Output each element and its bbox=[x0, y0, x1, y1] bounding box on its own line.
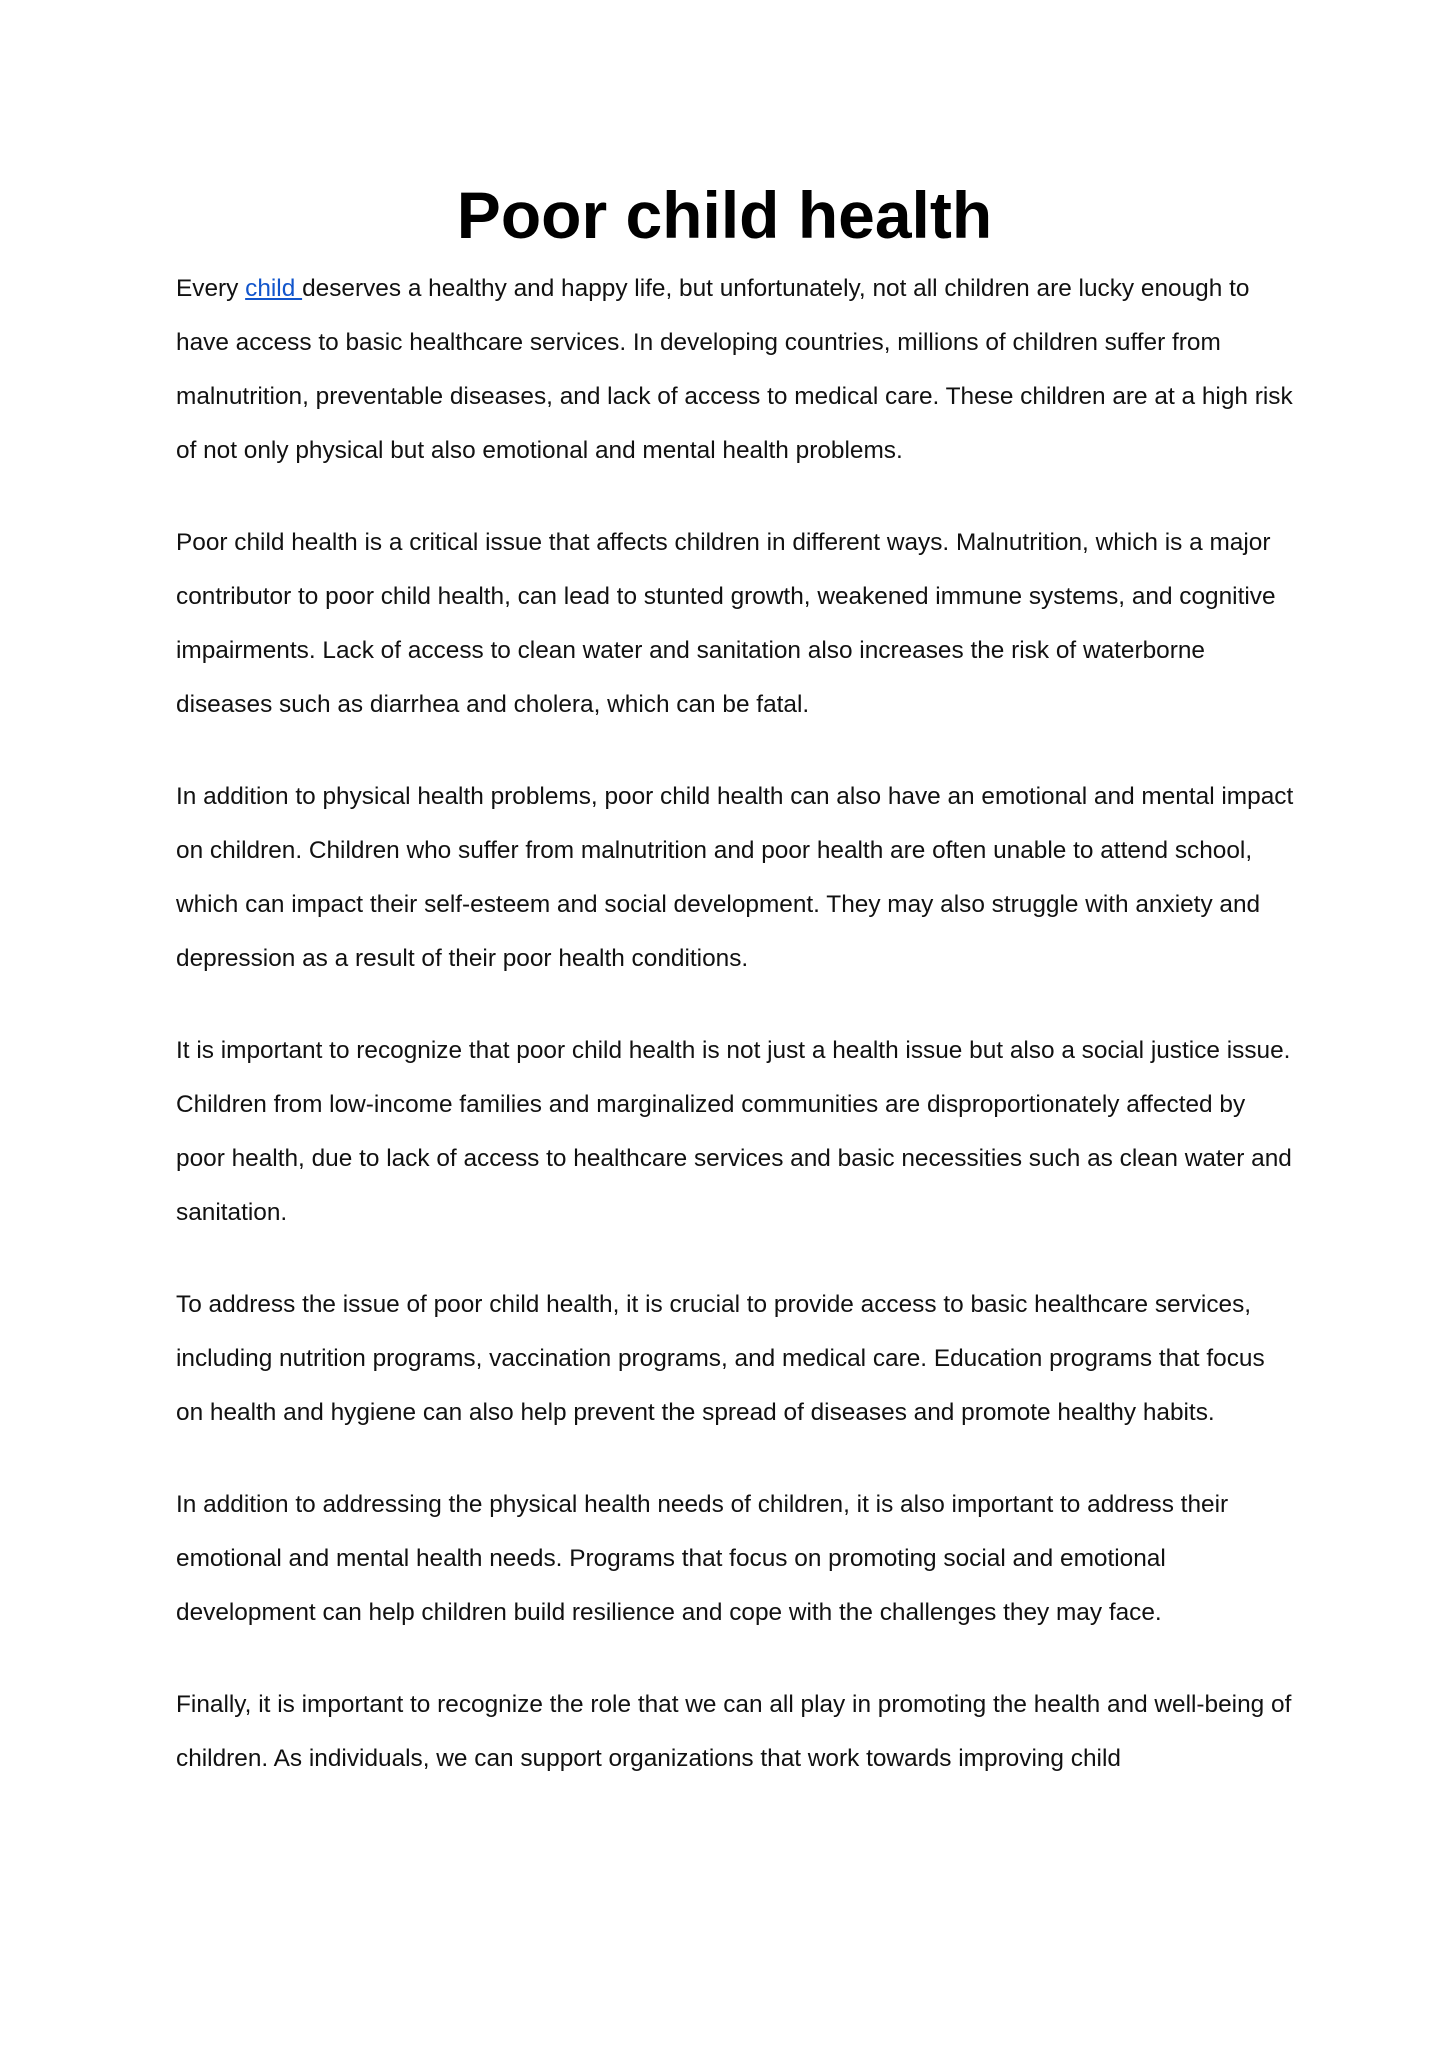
paragraph-text: In addition to physical health problems, poor child health can also have an emotional and mental impact on children. Children who suffer from malnutrition and poor health are often unable to attend school, which can impact their self-esteem and social development. They may also struggle with anxiety and depression as a result of their poor health conditions. bbox=[176, 783, 1294, 972]
paragraph-3 bbox=[176, 770, 1296, 986]
paragraph-text: It is important to recognize that poor child health is not just a health issue but also a social justice issue. Children from low-income families and marginalized communities are disproportionately affected by poor health, due to lack of access to healthcare services and basic necessities such as clean water and sanitation. bbox=[176, 1037, 1292, 1226]
child-link[interactable]: child bbox=[245, 275, 303, 302]
paragraph-4 bbox=[176, 1024, 1296, 1240]
paragraph-1 bbox=[176, 262, 1296, 478]
paragraph-5 bbox=[176, 1278, 1296, 1440]
paragraph-text: Every bbox=[176, 275, 246, 302]
paragraph-text: In addition to addressing the physical health needs of children, it is also important to address their emotional and mental health needs. Programs that focus on promoting social and emotional development can help children build resilience and cope with the challenges they may face. bbox=[176, 1491, 1229, 1626]
paragraph-7 bbox=[176, 1678, 1296, 1786]
paragraph-text: Finally, it is important to recognize the role that we can all play in promoting the health and well-being of children. As individuals, we can support organizations that work towards improving child bbox=[176, 1691, 1292, 1772]
paragraph-text: deserves a healthy and happy life, but unfortunately, not all children are lucky enough to have access to basic healthcare services. In developing countries, millions of children suffer from malnutrition, preventable diseases, and lack of access to medical care. These children are at a high risk of not only physical but also emotional and mental health problems. bbox=[176, 275, 1293, 464]
paragraph-text: Poor child health is a critical issue that affects children in different ways. Malnutrition, which is a major contributor to poor child health, can lead to stunted growth, weakened immune systems, and cognitive impairments. Lack of access to clean water and sanitation also increases the risk of waterborne diseases such as diarrhea and cholera, which can be fatal. bbox=[176, 529, 1276, 718]
paragraph-6 bbox=[176, 1478, 1296, 1640]
paragraph-2 bbox=[176, 516, 1296, 732]
paragraph-text: To address the issue of poor child health, it is crucial to provide access to basic healthcare services, including nutrition programs, vaccination programs, and medical care. Education programs that focus on health and hygiene can also help prevent the spread of diseases and promote healthy habits. bbox=[176, 1291, 1265, 1426]
document-title: Poor child health bbox=[456, 178, 993, 252]
document-body bbox=[176, 262, 1296, 1824]
